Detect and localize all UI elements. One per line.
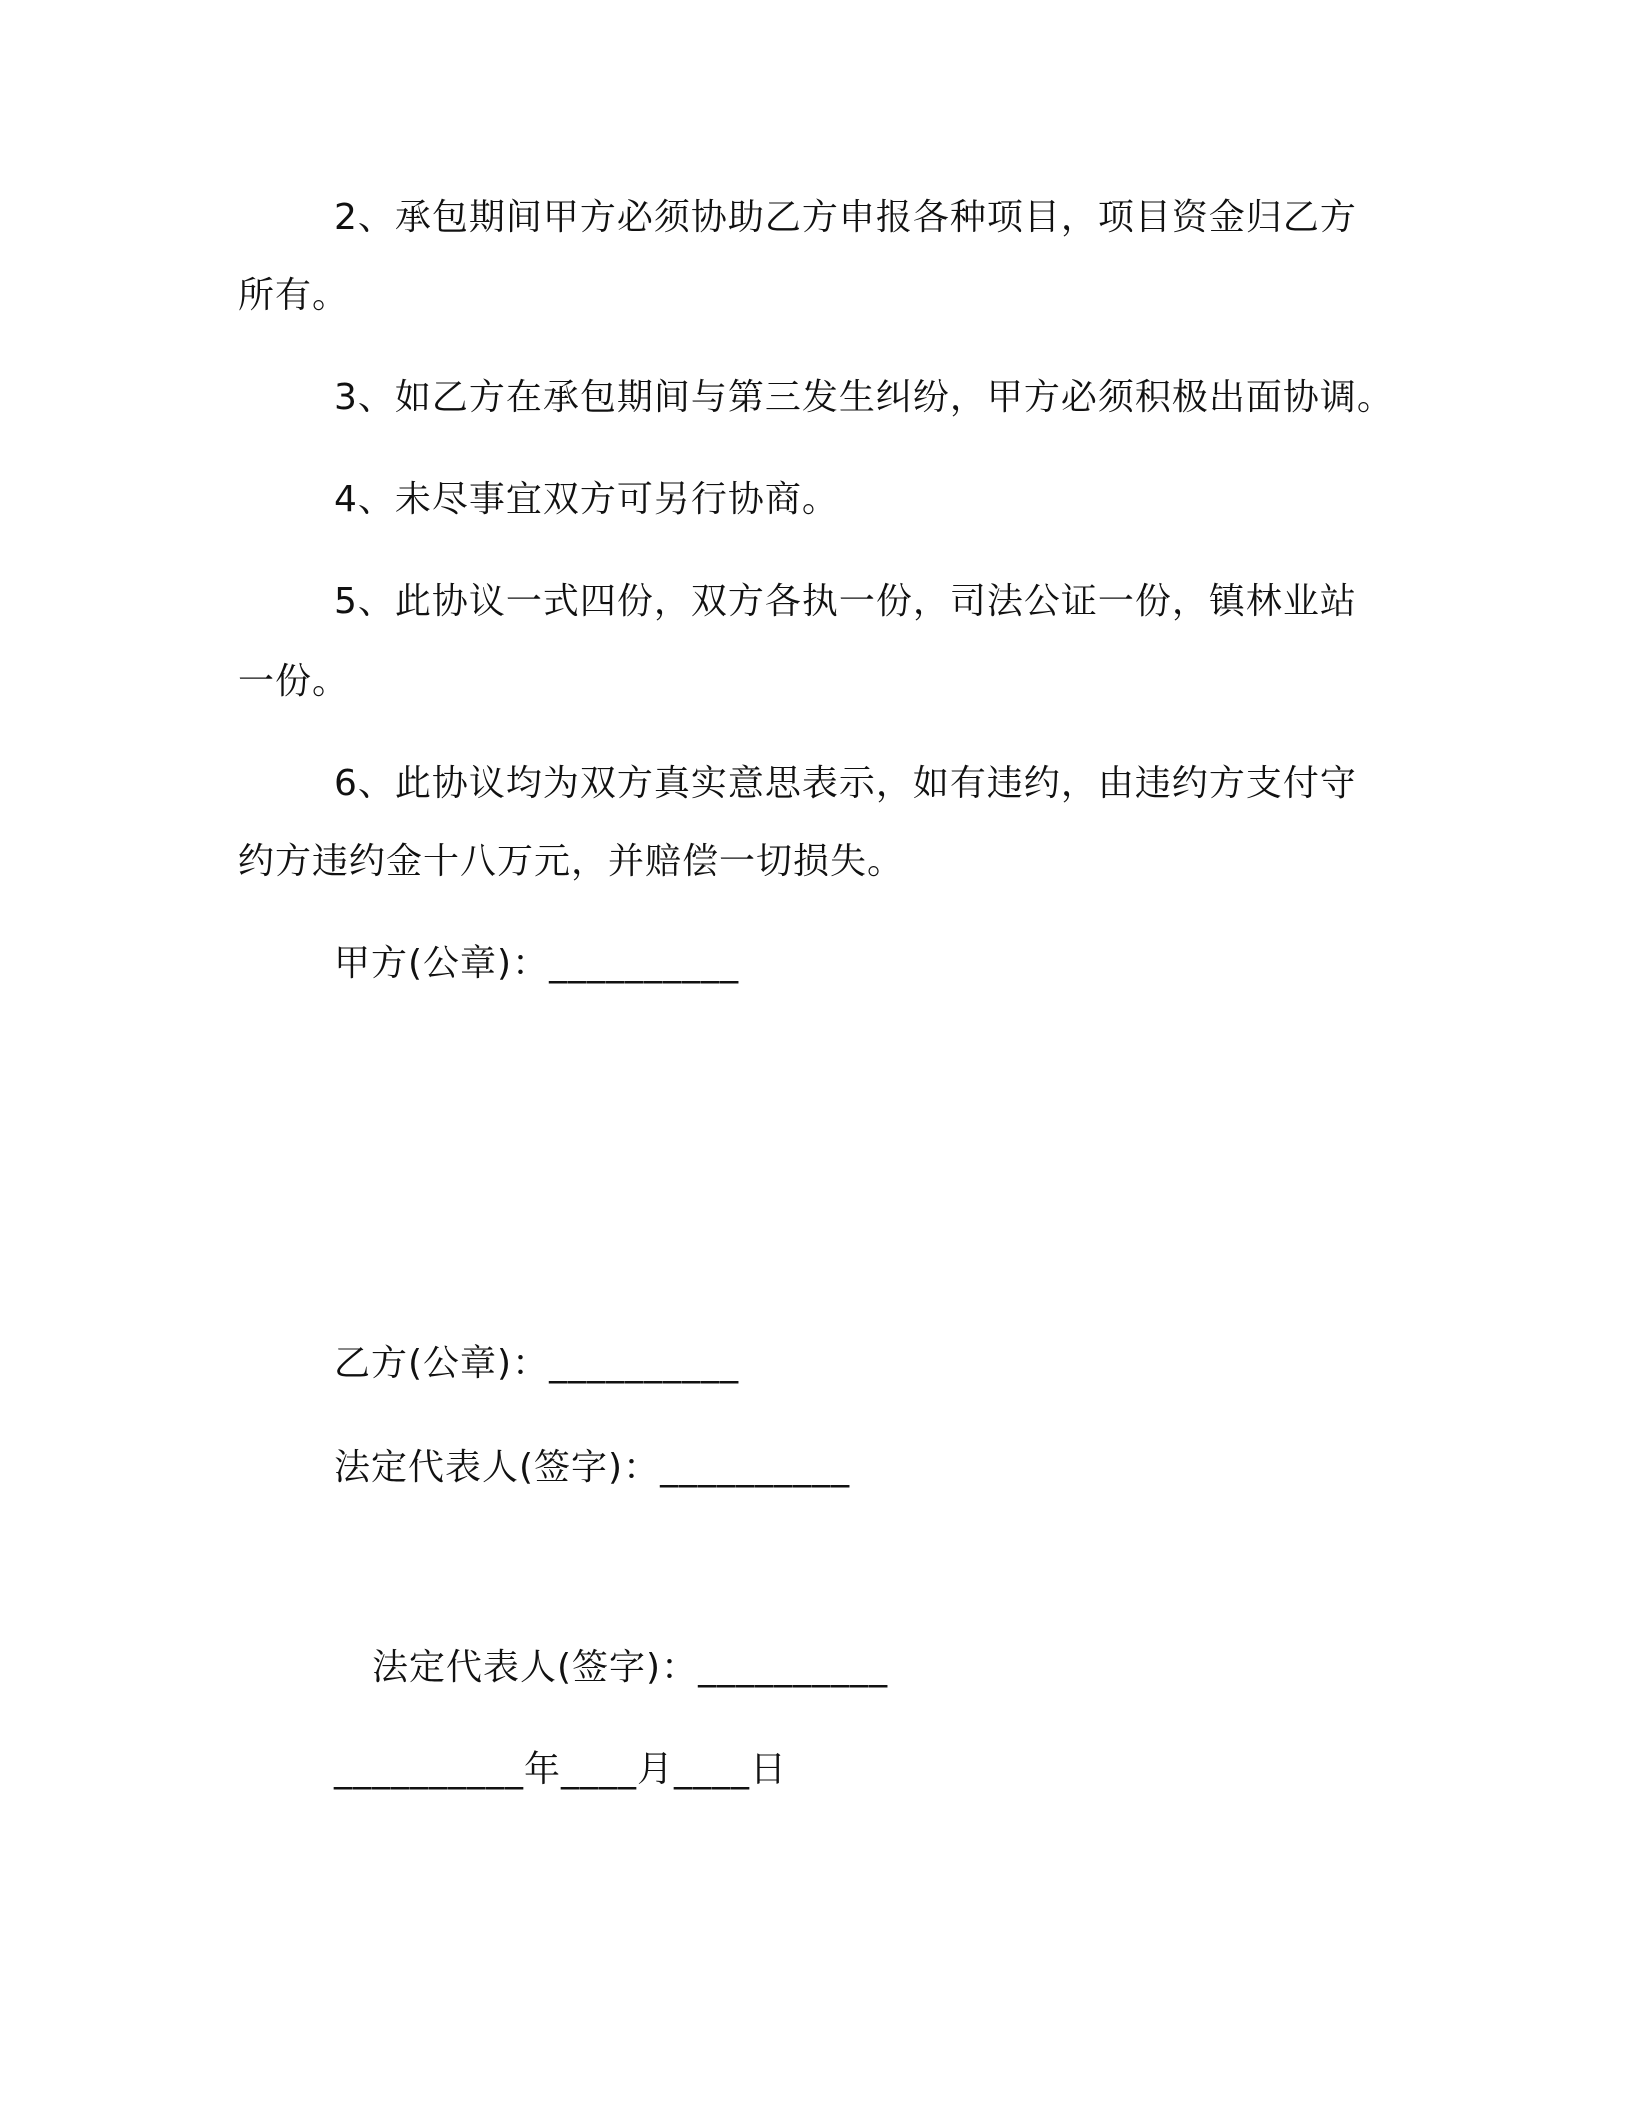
legal-representative-signature-line: 法定代表人(签字)：__________ [334, 1447, 851, 1488]
legal-representative-signature-line-2: 法定代表人(签字)：__________ [372, 1647, 889, 1688]
clause-5-line-2: 一份。 [238, 661, 350, 702]
clause-2-line-2: 所有。 [238, 275, 350, 316]
clause-4-line-1: 4、未尽事宜双方可另行协商。 [334, 479, 839, 520]
clause-2-line-1: 2、承包期间甲方必须协助乙方申报各种项目，项目资金归乙方 [334, 197, 1357, 238]
party-a-seal-line: 甲方(公章)：__________ [334, 943, 740, 984]
clause-5-line-1: 5、此协议一式四份，双方各执一份，司法公证一份，镇林业站 [334, 581, 1357, 622]
date-line: __________年____月____日 [334, 1749, 787, 1790]
clause-6-line-1: 6、此协议均为双方真实意思表示，如有违约，由违约方支付守 [334, 763, 1357, 804]
clause-3-line-1: 3、如乙方在承包期间与第三发生纠纷，甲方必须积极出面协调。 [334, 377, 1394, 418]
clause-6-line-2: 约方违约金十八万元，并赔偿一切损失。 [238, 841, 905, 882]
party-b-seal-line: 乙方(公章)：__________ [334, 1343, 740, 1384]
